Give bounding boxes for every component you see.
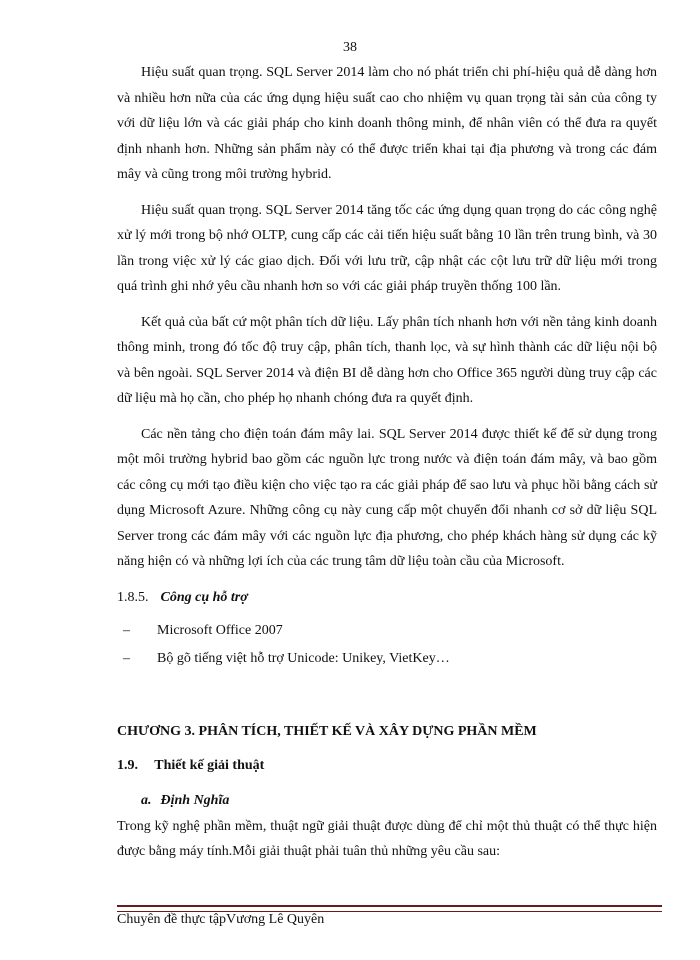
page-number: 38 (343, 40, 357, 55)
paragraph-3: Kết quả của bất cứ một phân tích dữ liệu. Lấy phân tích nhanh hơn với nền tảng kinh doanh thông minh, trong đó tốc độ truy cập, phân tích, thanh lọc, và sự hình thành các dữ liệu nội bộ và bên ngoài. SQL Server 2014 và điện BI dễ dàng hơn cho Office 365 người dùng truy cập các dữ liệu mà họ cần, cho phép họ nhanh chóng đưa ra quyết định. (117, 314, 657, 406)
bullet-dash: – (123, 623, 130, 638)
list-item (117, 646, 657, 672)
bullet-dash: – (123, 650, 130, 666)
section-title: Công cụ hỗ trợ (160, 589, 248, 605)
list-item (117, 618, 657, 644)
section-heading-1-8-5 (117, 585, 657, 611)
section-heading-1-9 (117, 753, 657, 779)
tools-list (117, 618, 657, 671)
section-title: Thiết kế giải thuật (154, 757, 265, 773)
footer-rule (117, 905, 662, 912)
section-number: 1.9. (117, 757, 138, 773)
paragraph-2: Hiệu suất quan trọng. SQL Server 2014 tăng tốc các ứng dụng quan trọng do các công nghệ xử lý mới trong bộ nhớ OLTP, cung cấp các cải tiến hiệu suất bằng 10 lần trên trung bình, và 30 lần trong việc xử lý các giao dịch. Đối với lưu trữ, cập nhật các cột lưu trữ dữ liệu mới trong quá trình ghi nhớ yêu cầu nhanh hơn so với các giải pháp truyền thống 100 lần. (117, 202, 657, 294)
subsection-title: Định Nghĩa (160, 793, 230, 808)
list-item-text: Bộ gõ tiếng việt hỗ trợ Unicode: Unikey, VietKey… (157, 650, 450, 666)
section-number: 1.8.5. (117, 589, 149, 605)
subsection-label: a. (141, 793, 152, 808)
definition-paragraph: Trong kỹ nghệ phần mềm, thuật ngữ giải thuật được dùng để chỉ một thủ thuật có thể thực hiện được bằng máy tính.Mỗi giải thuật phải tuân thủ những yêu cầu sau: (117, 818, 657, 859)
document-body (117, 60, 657, 875)
footer-text: Chuyên đề thực tậpVương Lê Quyên (117, 912, 325, 927)
paragraph-4: Các nền tảng cho điện toán đám mây lai. SQL Server 2014 được thiết kế để sử dụng trong một môi trường hybrid bao gồm các nguồn lực trong nước và điện toán đám mây, và bao gồm các công cụ mới tạo điều kiện cho việc tạo ra các giải pháp để sao lưu và phục hồi bằng cách sử dụng Microsoft Azure. Những công cụ này cung cấp một chuyển đổi nhanh cơ sở dữ liệu SQL Server trong các đám mây với các nguồn lực địa phương, cho phép khách hàng sử dụng các kỹ năng hiện có và những lợi ích của các trung tâm dữ liệu toàn cầu của Microsoft. (117, 426, 657, 569)
subsection-heading-a (117, 788, 657, 814)
chapter-title: CHƯƠNG 3. PHÂN TÍCH, THIẾT KẾ VÀ XÂY DỰNG PHẦN MỀM (117, 724, 537, 739)
paragraph-1: Hiệu suất quan trọng. SQL Server 2014 làm cho nó phát triển chi phí-hiệu quả dễ dàng hơn và nhiều hơn nữa của các ứng dụng hiệu suất cao cho nhiệm vụ quan trọng tài sản của công ty với dữ liệu lớn và các giải pháp cho kinh doanh thông minh, để nhân viên có thể đưa ra quyết định nhanh hơn. Những sản phẩm này có thể được triển khai tại địa phương và trong các đám mây và cũng trong môi trường hybrid. (117, 65, 657, 182)
list-item-text: Microsoft Office 2007 (157, 623, 283, 638)
